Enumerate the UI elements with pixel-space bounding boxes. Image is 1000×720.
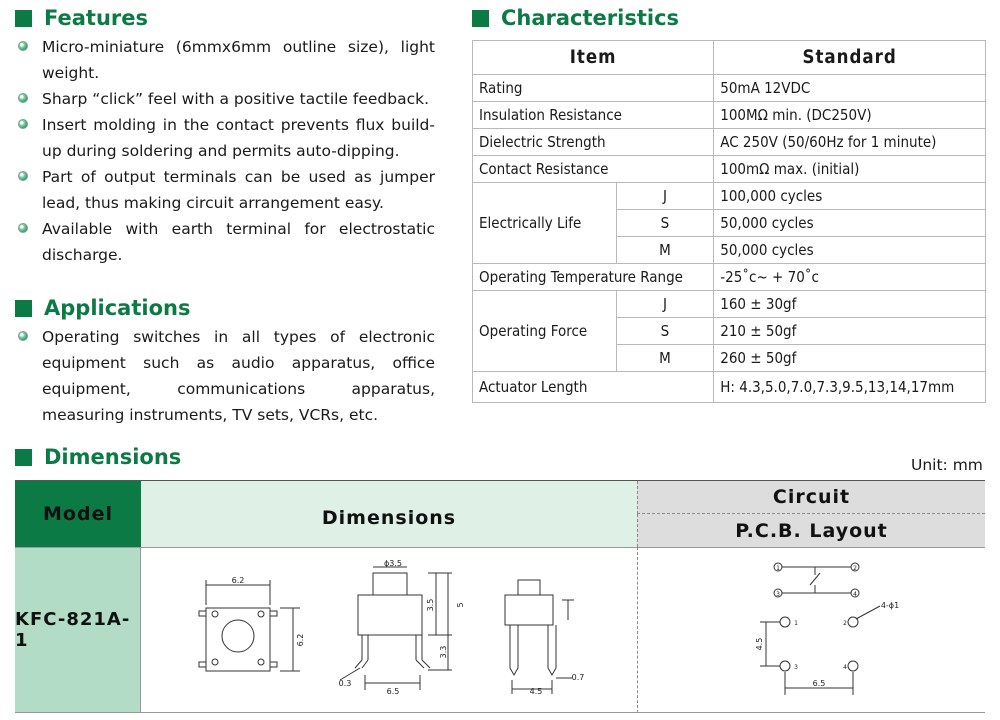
side-view-drawing <box>505 580 574 694</box>
row-value: 210 ± 50gf <box>714 318 986 345</box>
dim-span65: 6.5 <box>386 687 400 696</box>
row-value: AC 250V (50/60Hz for 1 minute) <box>714 129 986 156</box>
pcb-header: P.C.B. Layout <box>637 514 985 547</box>
model-header: Model <box>15 481 141 547</box>
pcb-n2: 2 <box>843 620 847 627</box>
pcb-n1: 1 <box>794 620 798 627</box>
dimensions-header: Dimensions <box>141 481 637 547</box>
list-item-text: Part of output terminals can be used as jumper lead, thus making circuit arrangement easy. <box>42 168 435 212</box>
circuit-diagram <box>774 563 859 597</box>
row-label: Operating Force <box>473 291 617 372</box>
pcb-n3: 3 <box>794 664 798 671</box>
row-value: 50,000 cycles <box>714 210 986 237</box>
row-value: 50mA 12VDC <box>714 75 986 102</box>
row-value: 100mΩ max. (initial) <box>714 156 986 183</box>
circuit-n3: 3 <box>776 591 780 598</box>
dim-dia: ϕ3.5 <box>384 559 402 568</box>
row-label: Operating Temperature Range <box>473 264 714 291</box>
row-label: Actuator Length <box>473 372 714 403</box>
circuit-n4: 4 <box>853 591 857 598</box>
row-code: S <box>616 318 714 345</box>
dim-pin03: 0.3 <box>338 679 352 688</box>
list-item-text: Available with earth terminal for electrostatic discharge. <box>42 220 435 264</box>
circuit-n1: 1 <box>776 565 780 572</box>
row-value: H: 4.3,5.0,7.0,7.3,9.5,13,14,17mm <box>714 372 986 403</box>
header-standard: Standard <box>714 41 986 75</box>
unit-label: Unit: mm <box>911 456 983 474</box>
row-code: M <box>616 237 714 264</box>
row-code: J <box>616 183 714 210</box>
applications-title: Applications <box>44 296 191 320</box>
features-title: Features <box>44 6 148 30</box>
row-code: J <box>616 291 714 318</box>
dimensions-title: Dimensions <box>44 445 182 469</box>
row-value: 50,000 cycles <box>714 237 986 264</box>
row-code: S <box>616 210 714 237</box>
dim-h35: 3.5 <box>426 598 435 612</box>
header-item: Item <box>473 41 714 75</box>
row-label: Electrically Life <box>473 183 617 264</box>
model-value: KFC-821A-1 <box>15 547 141 713</box>
circuit-n2: 2 <box>853 565 857 572</box>
pcb-v: 4.5 <box>755 637 764 651</box>
row-label: Rating <box>473 75 714 102</box>
top-view-drawing <box>199 580 300 671</box>
pcb-n4: 4 <box>843 664 847 671</box>
dim-h5: 5 <box>456 602 465 608</box>
front-view-drawing <box>340 567 452 690</box>
circuit-header: Circuit <box>637 481 985 514</box>
dim-h33: 3.3 <box>439 645 448 659</box>
row-value: -25˚c~ + 70˚c <box>714 264 986 291</box>
dim-top-height: 6.2 <box>296 633 305 647</box>
dim-top-width: 6.2 <box>231 576 245 585</box>
row-label: Dielectric Strength <box>473 129 714 156</box>
row-value: 100MΩ min. (DC250V) <box>714 102 986 129</box>
row-value: 100,000 cycles <box>714 183 986 210</box>
characteristics-title: Characteristics <box>501 6 680 30</box>
list-item-text: Operating switches in all types of electronic equipment such as audio apparatus, office equipment, communications apparatus, measuring instruments, TV sets, VCRs, etc. <box>42 328 435 424</box>
dim-pin07: 0.7 <box>571 673 585 682</box>
list-item-text: Insert molding in the contact prevents flux build-up during soldering and permits auto-dipping. <box>42 116 435 160</box>
pcb-h: 6.5 <box>812 679 826 688</box>
row-value: 160 ± 30gf <box>714 291 986 318</box>
row-value: 260 ± 50gf <box>714 345 986 372</box>
pcb-hole: 4-ϕ1 <box>880 601 900 610</box>
row-label: Contact Resistance <box>473 156 714 183</box>
list-item-text: Sharp “click” feel with a positive tactile feedback. <box>42 90 430 108</box>
row-code: M <box>616 345 714 372</box>
list-item-text: Micro-miniature (6mmx6mm outline size), light weight. <box>42 38 435 82</box>
dim-span45: 4.5 <box>529 687 543 696</box>
row-label: Insulation Resistance <box>473 102 714 129</box>
